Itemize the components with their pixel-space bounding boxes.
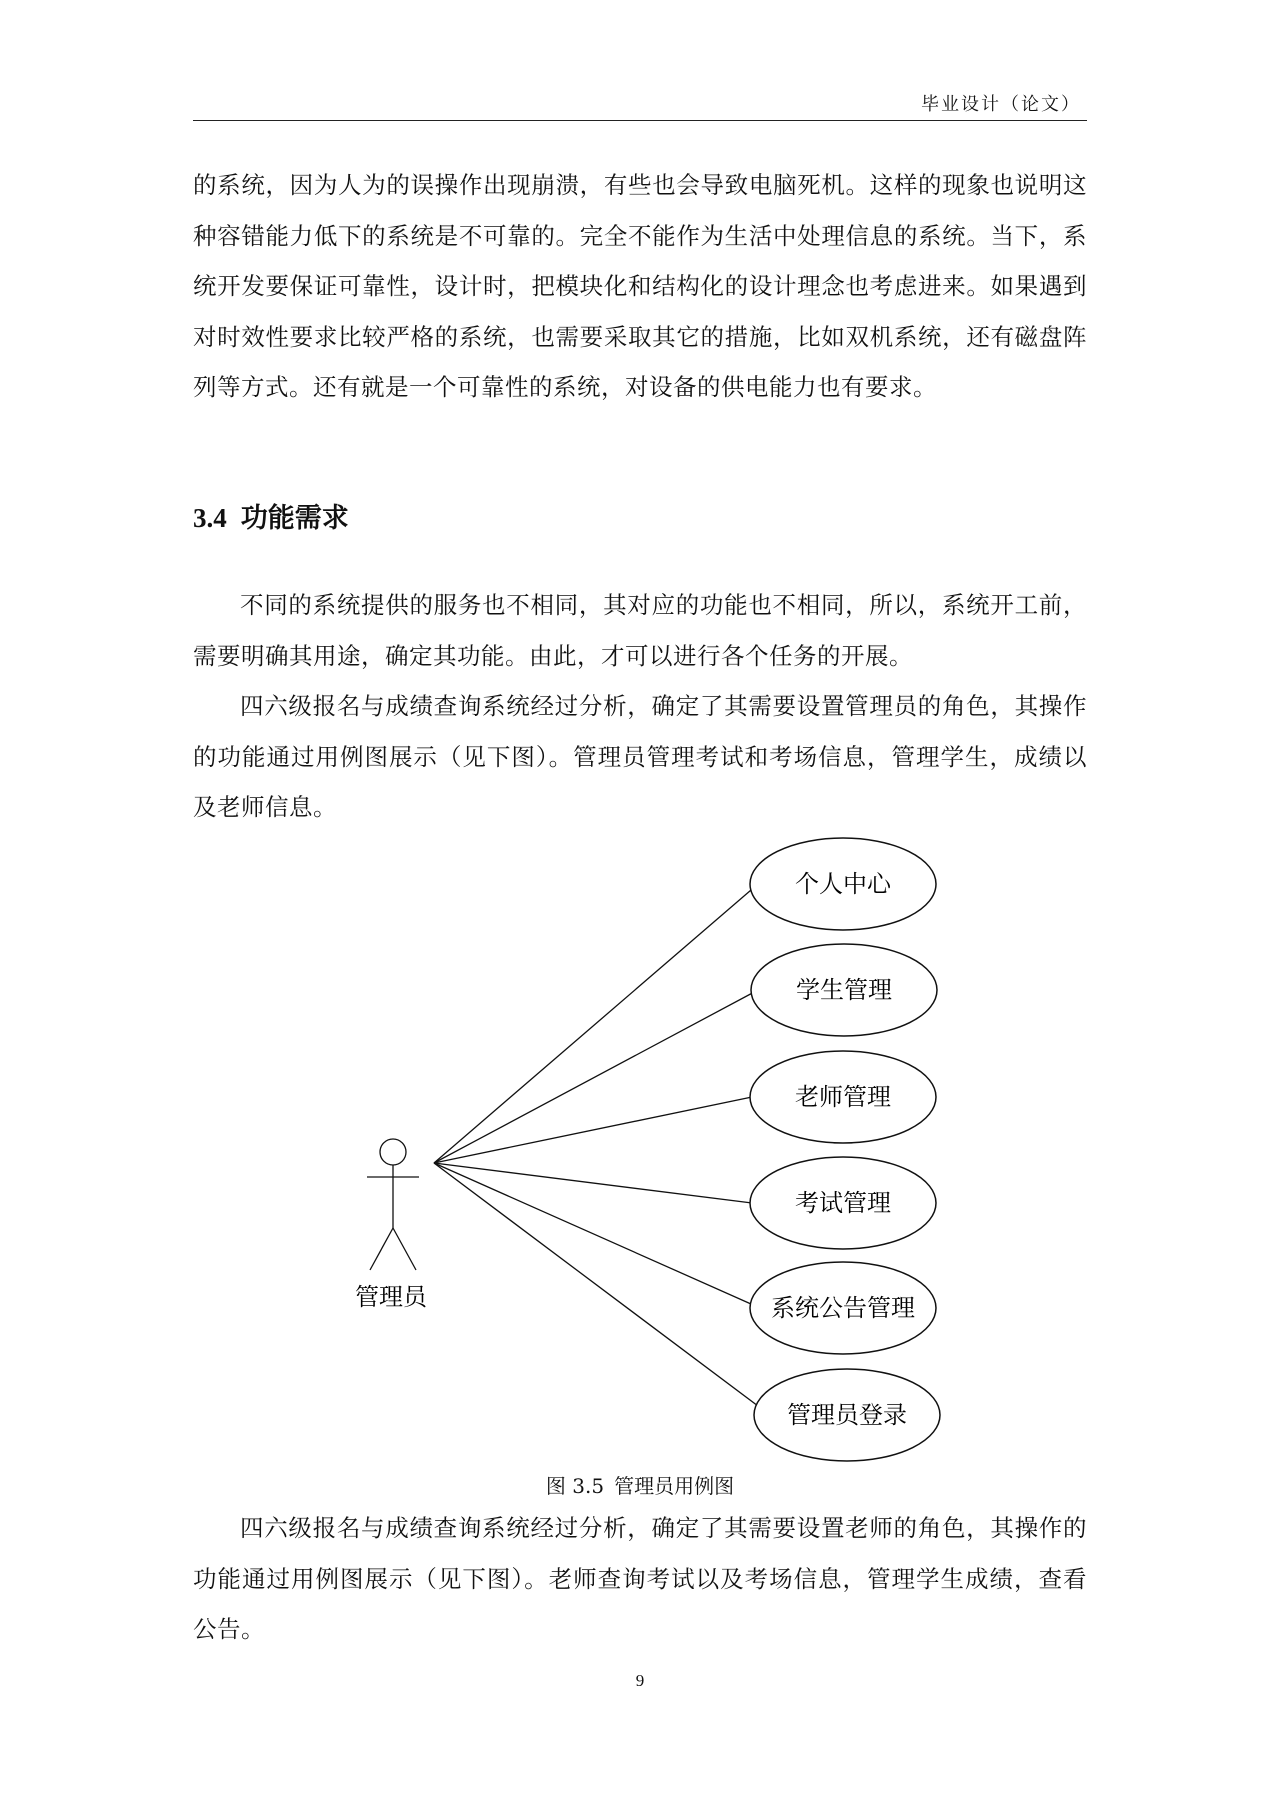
association-line — [434, 884, 758, 1163]
actor-right-leg — [393, 1228, 416, 1270]
actor-label: 管理员 — [355, 1283, 427, 1311]
figure-number: 图 3.5 — [545, 1474, 605, 1498]
association-line — [434, 1163, 762, 1409]
paragraph-reliability: 的系统，因为人为的误操作出现崩溃，有些也会导致电脑死机。这样的现象也说明这种容错能力低下的系统是不可靠的。完全不能作为生活中处理信息的系统。当下，系统开发要保证可靠性，设计时，把模块化和结构化的设计理念也考虑进来。如果遇到对时效性要求比较严格的系统，也需要采取其它的措施，比如双机系统，还有磁盘阵列等方式。还有就是一个可靠性的系统，对设备的供电能力也有要求。 — [193, 171, 1087, 401]
paragraph-teacher-role: 四六级报名与成绩查询系统经过分析，确定了其需要设置老师的角色，其操作的功能通过用例图展示（见下图）。老师查询考试以及考场信息，管理学生成绩，查看公告。 — [193, 1514, 1087, 1643]
use-case-label: 管理员登录 — [787, 1401, 907, 1429]
figure-title: 管理员用例图 — [614, 1474, 735, 1498]
use-case-label: 系统公告管理 — [771, 1294, 915, 1322]
paragraph-functional-intro: 不同的系统提供的服务也不相同，其对应的功能也不相同，所以，系统开工前，需要明确其用途，确定其功能。由此，才可以进行各个任务的开展。 — [193, 591, 1087, 670]
use-case-label: 学生管理 — [796, 976, 892, 1004]
use-case-label: 个人中心 — [795, 870, 891, 898]
page-number: 9 — [635, 1671, 645, 1690]
paragraph-admin-role: 四六级报名与成绩查询系统经过分析，确定了其需要设置管理员的角色，其操作的功能通过用例图展示（见下图）。管理员管理考试和考场信息，管理学生，成绩以及老师信息。 — [193, 692, 1087, 821]
association-lines — [434, 884, 762, 1409]
actor-left-leg — [370, 1228, 393, 1270]
section-title: 功能需求 — [240, 503, 349, 534]
use-case-label: 老师管理 — [795, 1083, 891, 1111]
association-line — [434, 1163, 752, 1203]
association-line — [434, 1097, 752, 1163]
association-line — [434, 990, 758, 1163]
association-line — [434, 1163, 760, 1308]
actor-figure — [367, 1139, 419, 1270]
section-number: 3.4 — [193, 503, 227, 533]
header-title: 毕业设计（论文） — [921, 94, 1081, 115]
use-case-label: 考试管理 — [795, 1189, 891, 1217]
actor-head — [380, 1139, 406, 1165]
figure-caption — [0, 1470, 1280, 1499]
